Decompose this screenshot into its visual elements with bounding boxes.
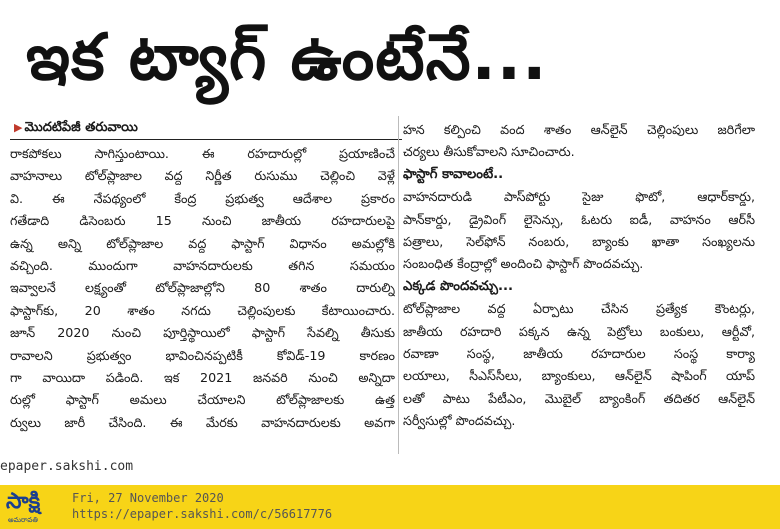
text-line: వాహనాలు టోల్‌ప్లాజాల వద్ద నిర్ణీత రుసుము చెల్లించి వెళ్లే (10, 168, 395, 184)
text-line: సర్వీసుల్లో పొందవచ్చు. (403, 413, 516, 429)
headline: ఇక ట్యాగ్ ఉంటేనే... (26, 21, 548, 95)
text-line: పత్రాలు, సెల్‌ఫోన్ నంబరు, బ్యాంకు ఖాతా సంఖ్యలను (403, 234, 755, 250)
continued-kicker (14, 120, 138, 138)
text-line: చర్యలు తీసుకోవాలని సూచించారు. (403, 144, 575, 160)
text-line: గా వాయిదా పడింది. ఇక 2021 జనవరి నుంచి అన్నిదా (10, 370, 395, 386)
text-line: ఇవ్వాలనే లక్ష్యంతో టోల్‌ప్లాజాల్లోని 80 శాతం దారుల్ని (10, 280, 395, 296)
text-line: లతో పాటు పేటీఎం, మొబైల్ బ్యాంకింగ్ తదితర ఆన్‌లైన్ (403, 390, 755, 406)
footer-bar (0, 485, 780, 529)
article-column-right (403, 119, 755, 433)
article-url-link[interactable]: https://epaper.sakshi.com/c/56617776 (72, 507, 333, 521)
text-line: జాతీయ రహదారి పక్కన ఉన్న పెట్రోలు బంకులు, ఆర్టీవో, (403, 323, 755, 339)
text-line: రావాలని ప్రభుత్వం భావించినప్పటికీ కోవిడ్-19 కారణం (10, 347, 395, 363)
text-line: పాన్‌కార్డు, డ్రైవింగ్ లైసెన్సు, ఓటరు ఐడీ, వాహనం ఆర్‌సీ (403, 211, 755, 227)
kicker-label: మొదటిపేజీ తరువాయి (24, 120, 138, 135)
text-line: టోల్‌ప్లాజాల వద్ద ఏర్పాటు చేసిన ప్రత్యేక కౌంటర్లు, (403, 301, 755, 317)
epaper-watermark: epaper.sakshi.com (0, 459, 134, 474)
sakshi-logo[interactable] (2, 489, 64, 525)
text-line: వాహనదారుడి పాస్‌పోర్టు సైజు ఫొటో, ఆధార్‌కార్డు, (403, 189, 755, 205)
text-line: గతేడాది డిసెంబరు 15 నుంచి జాతీయ రహదారులపై (10, 213, 395, 229)
text-line: ఫాస్టాగ్‌కు, 20 శాతం నగదు చెల్లింపులకు కేటాయించారు. (10, 302, 395, 318)
text-line: రాకపోకలు సాగిస్తుంటాయి. ఈ రహదారుల్లో ప్రయాణించే (10, 146, 395, 161)
text-line: ఉన్న అన్ని టోల్‌ప్లాజాల వద్ద ఫాస్టాగ్ విధానం అమల్లోకి (10, 235, 395, 251)
text-line: ర్వులు జారీ చేసింది. ఈ మేరకు వాహనదారులకు అవగా (10, 414, 395, 430)
text-line: వచ్చింది. ముందుగా వాహనదారులకు తగిన సమయం (10, 258, 395, 274)
text-line: లయాలు, సీఎస్‌సీలు, బ్యాంకులు, ఆన్‌లైన్ షాపింగ్ యాప్ (403, 368, 755, 384)
text-line: హన కల్పించి వంద శాతం ఆన్‌లైన్ చెల్లింపులు జరిగేలా (403, 122, 755, 137)
text-line: వి. ఈ నేపథ్యంలో కేంద్ర ప్రభుత్వ ఆదేశాల ప్రకారం (10, 190, 395, 206)
text-line: రుల్లో ఫాస్టాగ్ అమలు చేయాలని టోల్‌ప్లాజాలకు ఉత్త (10, 392, 395, 408)
text-line: సంబంధిత కేంద్రాల్లో అందించి ఫాస్టాగ్ పొందవచ్చు. (403, 256, 644, 272)
logo-subtext: అమరావతి (8, 516, 38, 524)
subheading-where-to-get: ఎక్కడ పొందవచ్చు... (403, 278, 514, 294)
footer-meta (72, 490, 332, 522)
logo-text: సాక్షి (6, 489, 41, 514)
triangle-icon: ▶ (14, 121, 23, 134)
publication-date: Fri, 27 November 2020 (72, 491, 224, 505)
subheading-fastag-requirements: ఫాస్టాగ్ కావాలంటే.. (403, 166, 504, 182)
kicker-divider (10, 139, 402, 140)
text-line: రవాణా సంస్థ, జాతీయ రహదారుల సంస్థ కార్యా (403, 346, 755, 362)
text-line: జూన్ 2020 నుంచి పూర్తిస్థాయిలో ఫాస్టాగ్ సేవల్ని తీసుకు (10, 325, 395, 341)
column-divider (398, 116, 399, 454)
article-column-left (10, 143, 395, 434)
